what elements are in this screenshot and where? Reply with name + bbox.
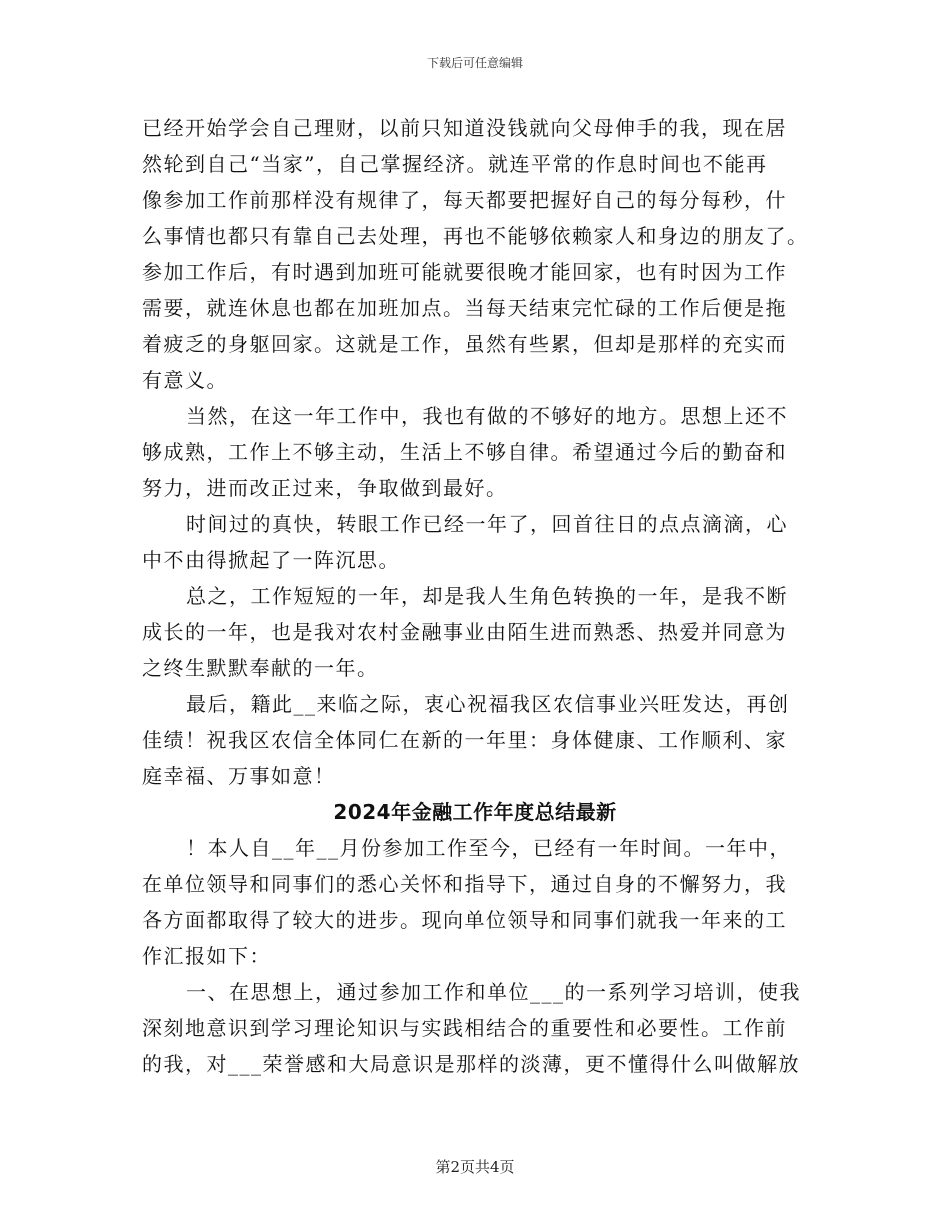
text-line: 已经开始学会自己理财，以前只知道没钱就向父母伸手的我，现在居 <box>142 116 787 140</box>
text-line: 像参加工作前那样没有规律了，每天都要把握好自己的每分每秒，什 <box>142 188 787 212</box>
text-line: 需要，就连休息也都在加班加点。当每天结束完忙碌的工作后便是拖 <box>142 296 787 320</box>
text-line: 么事情也都只有靠自己去处理，再也不能够依赖家人和身边的朋友了。 <box>142 224 809 248</box>
text-line: 深刻地意识到学习理论知识与实践相结合的重要性和必要性。工作前 <box>142 1016 787 1040</box>
document-body <box>142 110 808 1082</box>
text-line: 在单位领导和同事们的悉心关怀和指导下，通过自身的不懈努力，我 <box>142 872 787 896</box>
text-line: 一、在思想上，通过参加工作和单位___的一系列学习培训，使我 <box>186 980 801 1004</box>
text-line: ！本人自__年__月份参加工作至今，已经有一年时间。一年中， <box>186 836 791 860</box>
text-line: 最后，籍此__来临之际，衷心祝福我区农信事业兴旺发达，再创 <box>186 692 790 716</box>
text-line: 成长的一年，也是我对农村金融事业由陌生进而熟悉、热爱并同意为 <box>142 620 787 644</box>
text-line: 努力，进而改正过来，争取做到最好。 <box>142 476 508 500</box>
text-line: 有意义。 <box>142 368 228 392</box>
text-line: 然轮到自己“当家”，自己掌握经济。就连平常的作息时间也不能再 <box>142 152 768 176</box>
section-title: 2024年金融工作年度总结最新 <box>333 800 617 824</box>
text-line: 的我，对___荣誉感和大局意识是那样的淡薄，更不懂得什么叫做解放 <box>142 1052 800 1076</box>
text-line: 佳绩！祝我区农信全体同仁在新的一年里：身体健康、工作顺利、家 <box>142 728 787 752</box>
text-line: 之终生默默奉献的一年。 <box>142 656 379 680</box>
text-line: 够成熟，工作上不够主动，生活上不够自律。希望通过今后的勤奋和 <box>142 440 787 464</box>
page-header: 下载后可任意编辑 <box>426 56 523 70</box>
text-line: 参加工作后，有时遇到加班可能就要很晚才能回家，也有时因为工作 <box>142 260 787 284</box>
text-line: 时间过的真快，转眼工作已经一年了，回首往日的点点滴滴，心 <box>186 512 788 536</box>
text-line: 总之，工作短短的一年，却是我人生角色转换的一年，是我不断 <box>186 584 788 608</box>
text-line: 各方面都取得了较大的进步。现向单位领导和同事们就我一年来的工 <box>142 908 787 932</box>
text-line: 当然，在这一年工作中，我也有做的不够好的地方。思想上还不 <box>186 404 788 428</box>
text-line: 着疲乏的身躯回家。这就是工作，虽然有些累，但却是那样的充实而 <box>142 332 787 356</box>
page-footer: 第2页共4页 <box>435 1158 515 1176</box>
text-line: 庭幸福、万事如意！ <box>142 764 336 788</box>
text-line: 作汇报如下： <box>142 944 271 968</box>
text-line: 中不由得掀起了一阵沉思。 <box>142 548 400 572</box>
